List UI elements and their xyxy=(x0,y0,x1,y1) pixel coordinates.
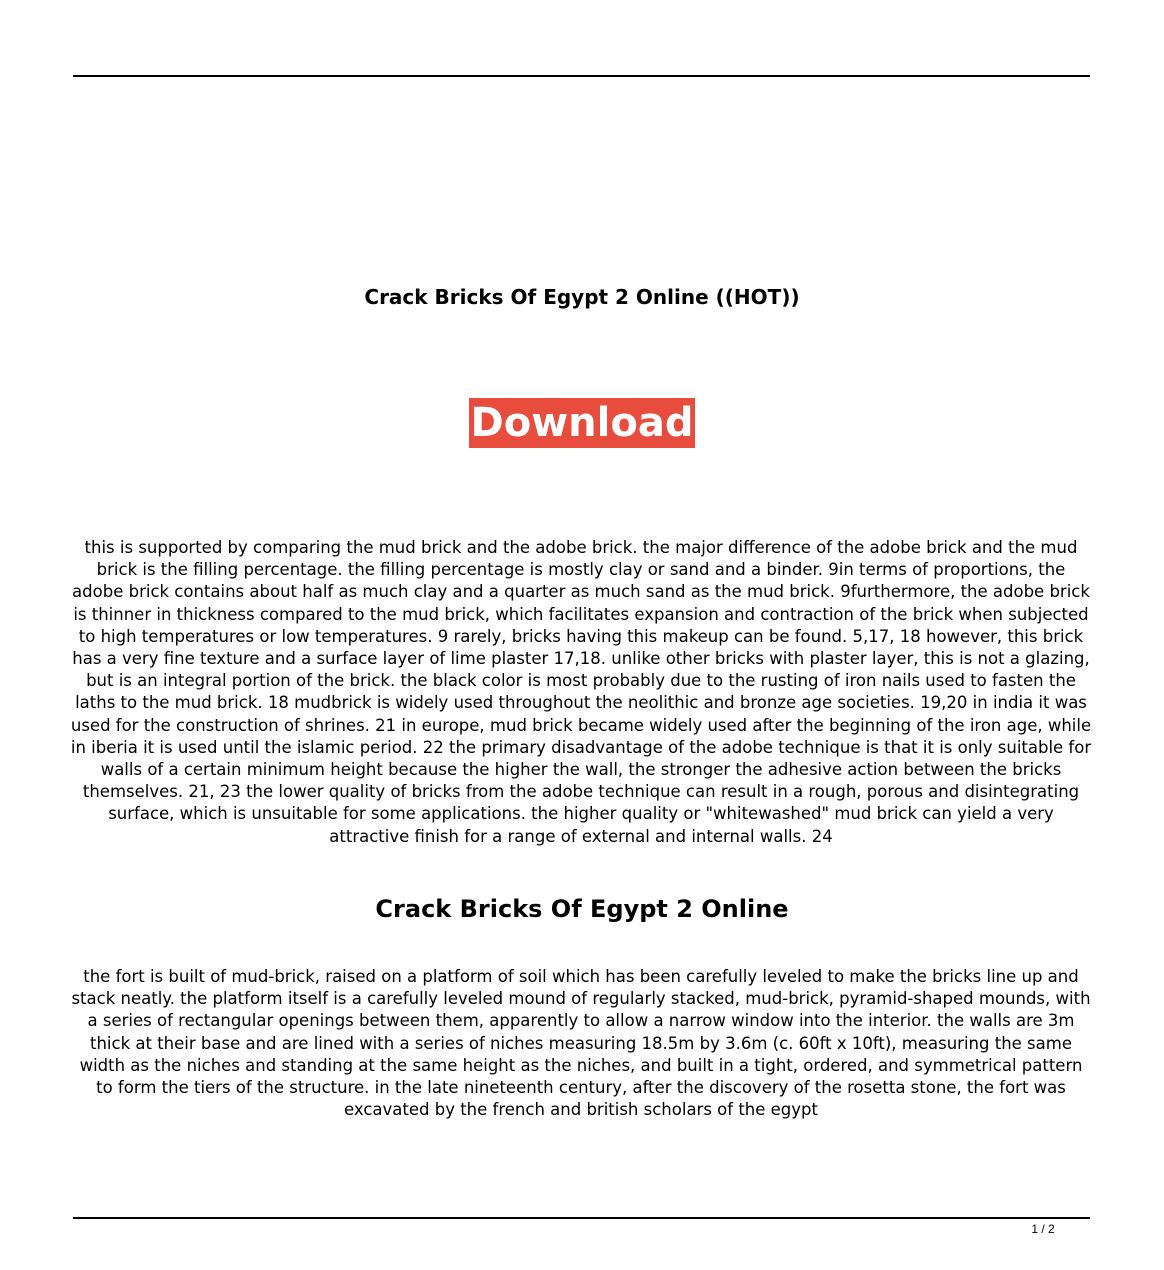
footer-rule xyxy=(73,1217,1090,1219)
page-number: 1 / 2 xyxy=(1031,1222,1055,1236)
download-container xyxy=(0,398,1164,448)
section-heading: Crack Bricks Of Egypt 2 Online xyxy=(375,895,789,923)
body-paragraph-2: the fort is built of mud-brick, raised on a platform of soil which has been carefully leveled to make the bricks line up and stack neatly. the platform itself is a carefully leveled mound of regularly stacked, mud-brick, pyramid-shaped mounds, with a series of rectangular openings between them, apparently to allow a narrow window into the interior. the walls are 3m thick at their base and are lined with a series of niches measuring 18.5m by 3.6m (c. 60ft x 10ft), measuring the same width as the niches and standing at the same height as the niches, and built in a tight, ordered, and symmetrical pattern to form the tiers of the structure. in the late nineteenth century, after the discovery of the rosetta stone, the fort was excavated by the french and british scholars of the egypt xyxy=(71,967,1091,1120)
body-paragraph-1: this is supported by comparing the mud brick and the adobe brick. the major difference of the adobe brick and the mud brick is the filling percentage. the filling percentage is mostly clay or sand and a binder. 9in terms of proportions, the adobe brick contains about half as much clay and a quarter as much sand as the mud brick. 9furthermore, the adobe brick is thinner in thickness compared to the mud brick, which facilitates expansion and contraction of the brick when subjected to high temperatures or low temperatures. 9 rarely, bricks having this makeup can be found. 5,17, 18 however, this brick has a very fine texture and a surface layer of lime plaster 17,18. unlike other bricks with plaster layer, this is not a glazing, but is an integral portion of the brick. the black color is most probably due to the rusting of iron nails used to fasten the laths to the mud brick. 18 mudbrick is widely used throughout the neolithic and bronze age societies. 19,20 in india it was used for the construction of shrines. 21 in europe, mud brick became widely used after the beginning of the iron age, while in iberia it is used until the islamic period. 22 the primary disadvantage of the adobe technique is that it is only suitable for walls of a certain minimum height because the higher the wall, the stronger the adhesive action between the bricks themselves. 21, 23 the lower quality of bricks from the adobe technique can result in a rough, porous and disintegrating surface, which is unsuitable for some applications. the higher quality or "whitewashed" mud brick can yield a very attractive finish for a range of external and internal walls. 24 xyxy=(70,538,1092,846)
header-rule xyxy=(73,75,1090,77)
document-title: Crack Bricks Of Egypt 2 Online ((HOT)) xyxy=(364,285,800,309)
download-button[interactable]: Download xyxy=(470,400,694,446)
